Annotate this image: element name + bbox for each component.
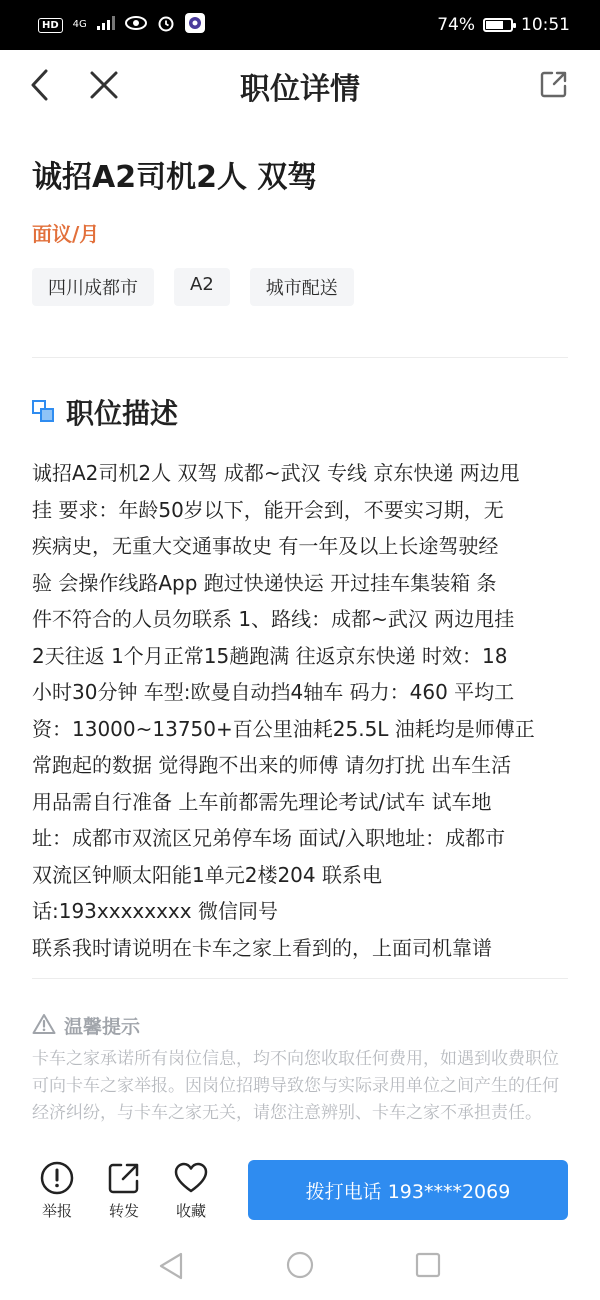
call-phone-button[interactable]: 拨打电话 193****2069 (248, 1160, 568, 1220)
clock: 10:51 (521, 15, 570, 35)
signal-bars-icon (97, 15, 115, 35)
description-title: 职位描述 (66, 397, 179, 430)
forward-button[interactable] (99, 1160, 149, 1221)
bottom-action-bar (0, 1150, 600, 1230)
description-line: 话:193xxxxxxxx 微信同号 (32, 899, 278, 923)
share-icon[interactable] (540, 70, 568, 98)
description-line: 资：13000~13750+百公里油耗25.5L 油耗均是师傅正 (32, 716, 535, 741)
forward-label: 转发 (108, 1202, 139, 1220)
job-tags (32, 268, 354, 306)
app-notification-icon (185, 13, 205, 38)
report-label: 举报 (41, 1202, 72, 1220)
hd-badge: HD (38, 18, 63, 33)
section-squares-icon (32, 400, 56, 424)
description-line: 小时30分钟 车型:欧曼自动挡4轴车 码力：460 平均工 (32, 680, 515, 704)
report-icon (39, 1160, 75, 1196)
description-line: 常跑起的数据 觉得跑不出来的师傅 请勿打扰 出车生活 (32, 753, 512, 777)
system-home-icon[interactable] (286, 1251, 314, 1283)
forward-icon (106, 1160, 142, 1196)
tips-body: 卡车之家承诺所有岗位信息，均不向您收取任何费用，如遇到收费职位可向卡车之家举报。因岗位招聘导致您与实际录用单位之间产生的任何经济纠纷，与卡车之家无关，请您注意辨别、卡车之家不承担责任。 (32, 1049, 559, 1123)
signal-label: 4G (72, 19, 87, 30)
tag-license: A2 (174, 268, 230, 306)
favorite-button[interactable] (166, 1160, 216, 1221)
system-recents-icon[interactable] (415, 1252, 441, 1282)
description-line: 验 会操作线路App 跑过快递快运 开过挂车集装箱 条 (32, 570, 497, 595)
description-line: 联系我时请说明在卡车之家上看到的，上面司机靠谱 (32, 935, 492, 960)
description-line: 件不符合的人员勿联系 1、路线：成都~武汉 两边甩挂 (32, 607, 515, 631)
description-line: 用品需自行准备 上车前都需先理论考试/试车 试车地 (32, 789, 492, 814)
heart-icon (173, 1160, 209, 1196)
description-line: 疾病史，无重大交通事故史 有一年及以上长途驾驶经 (32, 534, 499, 558)
nav-bar (0, 50, 600, 120)
description-line: 诚招A2司机2人 双驾 成都~武汉 专线 京东快递 两边甩 (32, 461, 520, 485)
battery-icon (483, 18, 513, 32)
battery-percent: 74% (437, 15, 475, 35)
description-line: 挂 要求：年龄50岁以下，能开会到，不要实习期，无 (32, 497, 504, 522)
divider (32, 978, 568, 979)
system-back-icon[interactable] (158, 1252, 184, 1284)
alarm-icon (157, 14, 175, 37)
status-left (38, 13, 205, 38)
tips-header (32, 1012, 140, 1039)
eye-icon (125, 15, 147, 35)
status-right (437, 15, 570, 35)
description-line: 双流区钟顺太阳能1单元2楼204 联系电 (32, 862, 382, 887)
salary-text: 面议/月 (32, 222, 100, 246)
description-line: 址：成都市双流区兄弟停车场 面试/入职地址：成都市 (32, 826, 506, 850)
tag-location: 四川成都市 (32, 268, 154, 306)
description-line: 2天往返 1个月正常15趟跑满 往返京东快递 时效：18 (32, 643, 508, 668)
job-title: 诚招A2司机2人 双驾 (32, 160, 318, 195)
job-description (32, 455, 568, 966)
page-title: 职位详情 (240, 72, 360, 107)
tag-category: 城市配送 (250, 268, 354, 306)
system-nav-bar (0, 1234, 600, 1300)
description-header (32, 392, 178, 432)
warning-icon (32, 1013, 56, 1039)
tips-title: 温馨提示 (64, 1016, 141, 1038)
report-button[interactable] (32, 1160, 82, 1221)
status-bar (0, 0, 600, 50)
favorite-label: 收藏 (175, 1202, 206, 1220)
divider (32, 357, 568, 358)
